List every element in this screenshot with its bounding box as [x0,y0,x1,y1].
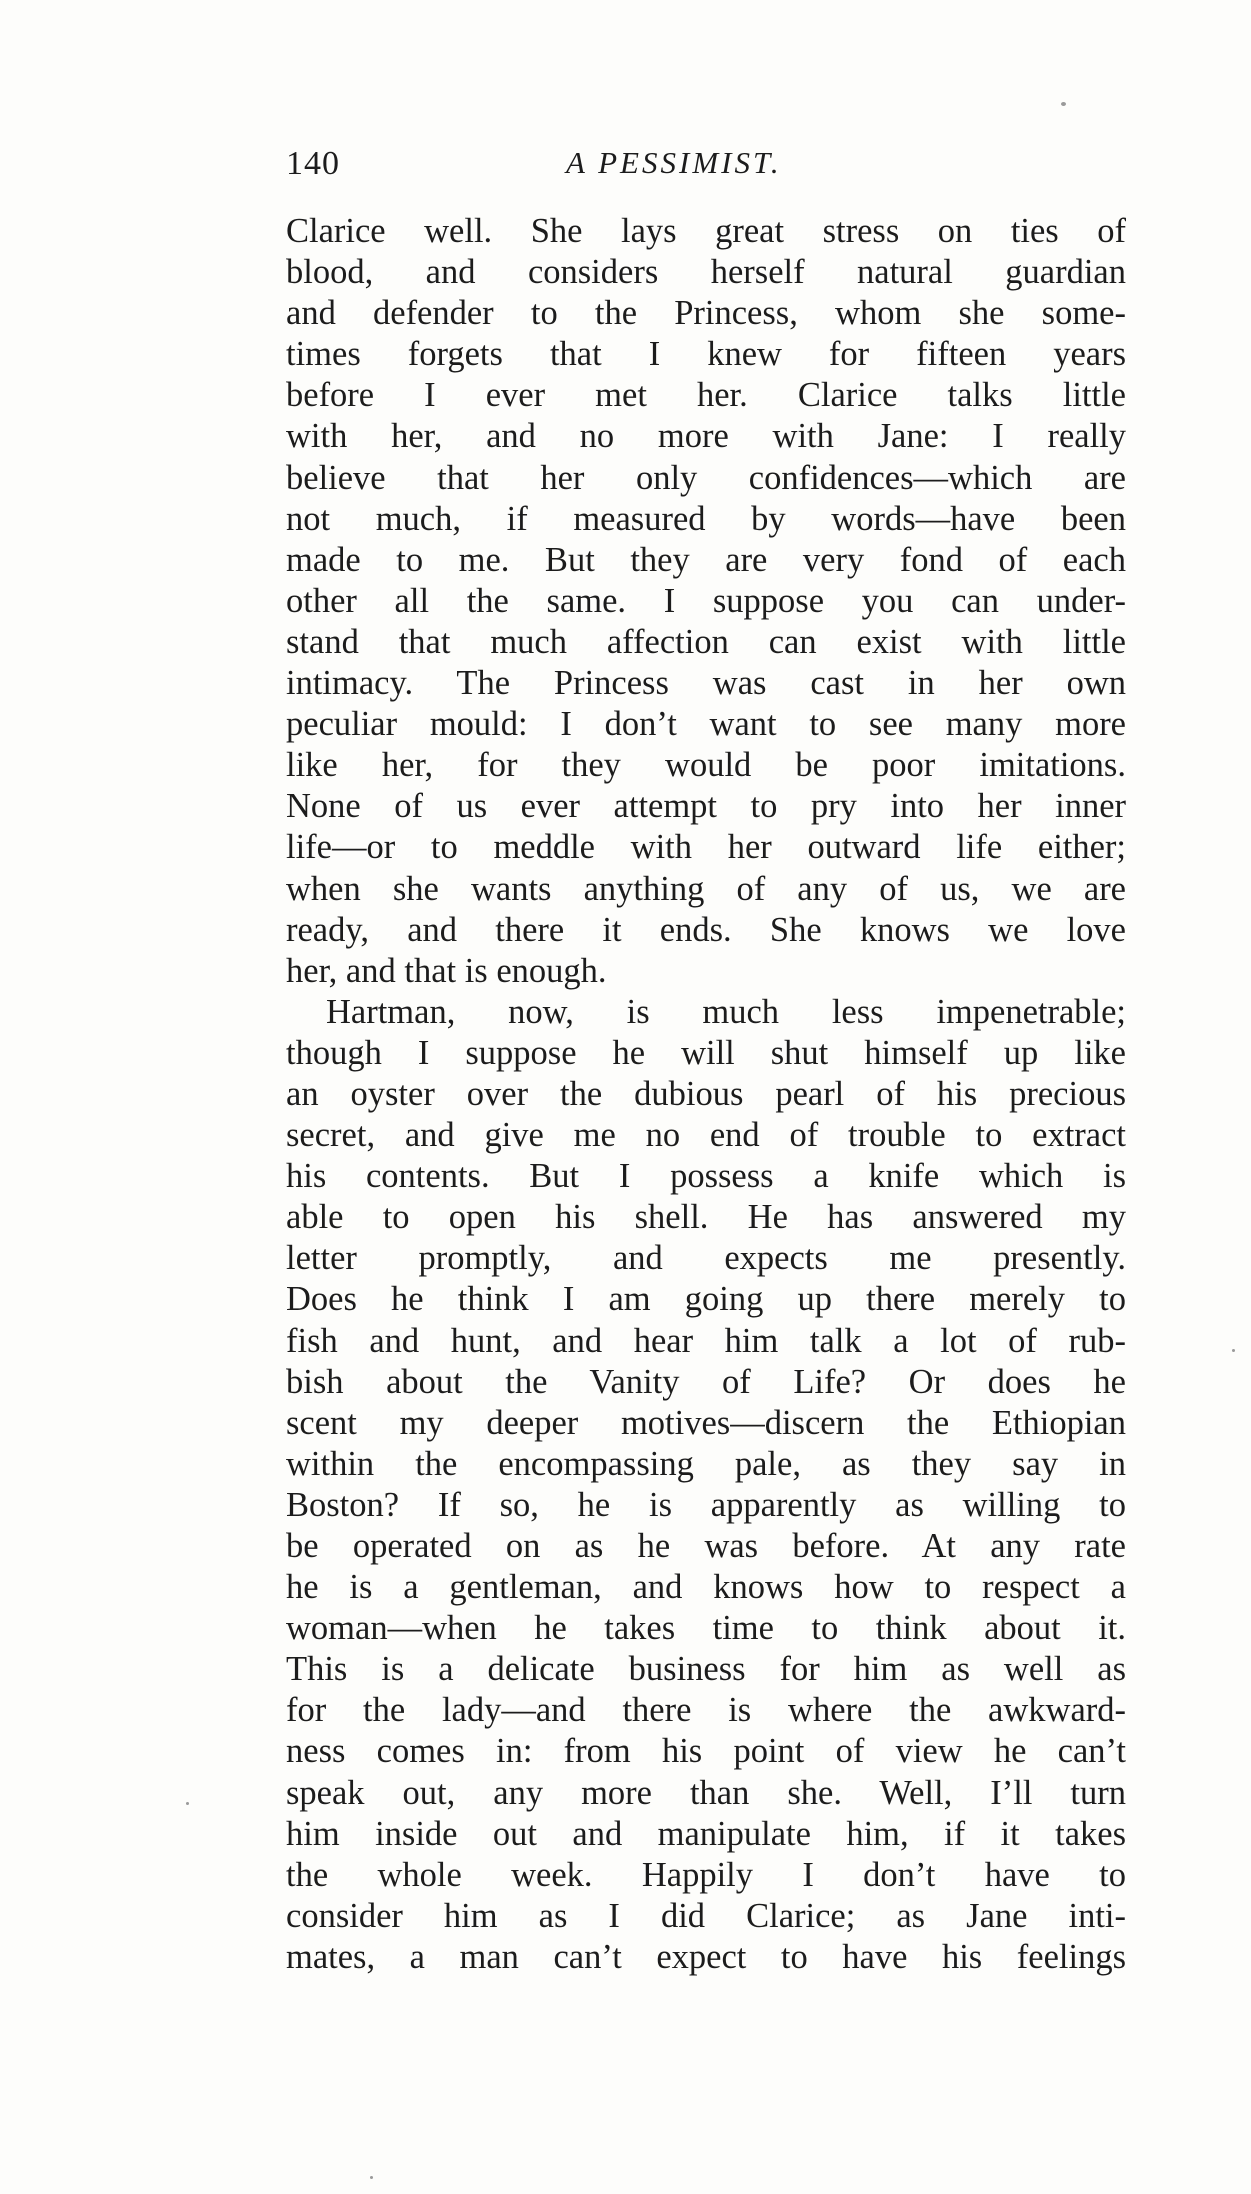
text-line: able to open his shell. He has answered my [286,1198,1126,1237]
text-line: though I suppose he will shut himself up like [286,1033,1126,1072]
text-line: like her, for they would be poor imitations. [286,746,1126,785]
text-line: bish about the Vanity of Life? Or does he [286,1362,1126,1401]
text-line: scent my deeper motives—discern the Ethiopian [286,1403,1126,1442]
text-line: times forgets that I knew for fifteen years [286,335,1126,374]
text-line: ready, and there it ends. She knows we love [286,910,1126,949]
running-title: A PESSIMIST. [566,145,782,180]
scan-speck [1232,1349,1235,1352]
text-line: his contents. But I possess a knife which is [286,1157,1126,1196]
paragraph-start-line: Hartman, now, is much less impenetrable; [326,992,1126,1031]
text-line: blood, and considers herself natural guardian [286,253,1126,292]
text-line: mates, a man can’t expect to have his feelings [286,1937,1126,1976]
text-line: within the encompassing pale, as they say in [286,1444,1126,1483]
text-line: with her, and no more with Jane: I really [286,417,1126,456]
text-line: Does he think I am going up there merely to [286,1280,1126,1319]
text-line: stand that much affection can exist with little [286,622,1126,661]
scan-speck [186,1802,189,1805]
text-line: life—or to meddle with her outward life either; [286,828,1126,867]
text-line: Clarice well. She lays great stress on ties of [286,212,1126,250]
scan-speck [370,2176,373,2179]
running-head [286,145,1126,195]
text-line: for the lady—and there is where the awkward- [286,1691,1126,1730]
text-line: intimacy. The Princess was cast in her own [286,664,1126,703]
text-line: other all the same. I suppose you can under- [286,581,1126,620]
text-line: Boston? If so, he is apparently as willing to [286,1485,1126,1524]
text-line: before I ever met her. Clarice talks little [286,376,1126,415]
text-line: and defender to the Princess, whom she some- [286,294,1126,333]
body-text [286,211,1126,1978]
page-number: 140 [286,145,340,182]
text-line: fish and hunt, and hear him talk a lot of rub- [286,1321,1126,1360]
text-line: letter promptly, and expects me presently. [286,1239,1126,1278]
text-line: consider him as I did Clarice; as Jane inti- [286,1896,1126,1935]
text-line: secret, and give me no end of trouble to extract [286,1116,1126,1155]
paragraph-end-line: her, and that is enough. [286,951,607,990]
text-line: be operated on as he was before. At any rate [286,1527,1126,1565]
text-line: speak out, any more than she. Well, I’ll turn [286,1773,1126,1812]
text-line: he is a gentleman, and knows how to respect a [286,1568,1126,1607]
text-line: This is a delicate business for him as well as [286,1650,1126,1689]
text-line: him inside out and manipulate him, if it takes [286,1814,1126,1853]
text-line: None of us ever attempt to pry into her inner [286,787,1126,826]
scan-speck [1061,102,1066,106]
text-line: made to me. But they are very fond of each [286,540,1126,579]
text-line: an oyster over the dubious pearl of his precious [286,1074,1126,1113]
text-line: peculiar mould: I don’t want to see many more [286,705,1126,744]
text-line: believe that her only confidences—which are [286,458,1126,497]
text-line: when she wants anything of any of us, we are [286,869,1126,908]
text-line: ness comes in: from his point of view he can’t [286,1732,1126,1771]
text-line: the whole week. Happily I don’t have to [286,1855,1126,1894]
text-line: not much, if measured by words—have been [286,499,1126,538]
text-line: woman—when he takes time to think about it. [286,1609,1126,1648]
